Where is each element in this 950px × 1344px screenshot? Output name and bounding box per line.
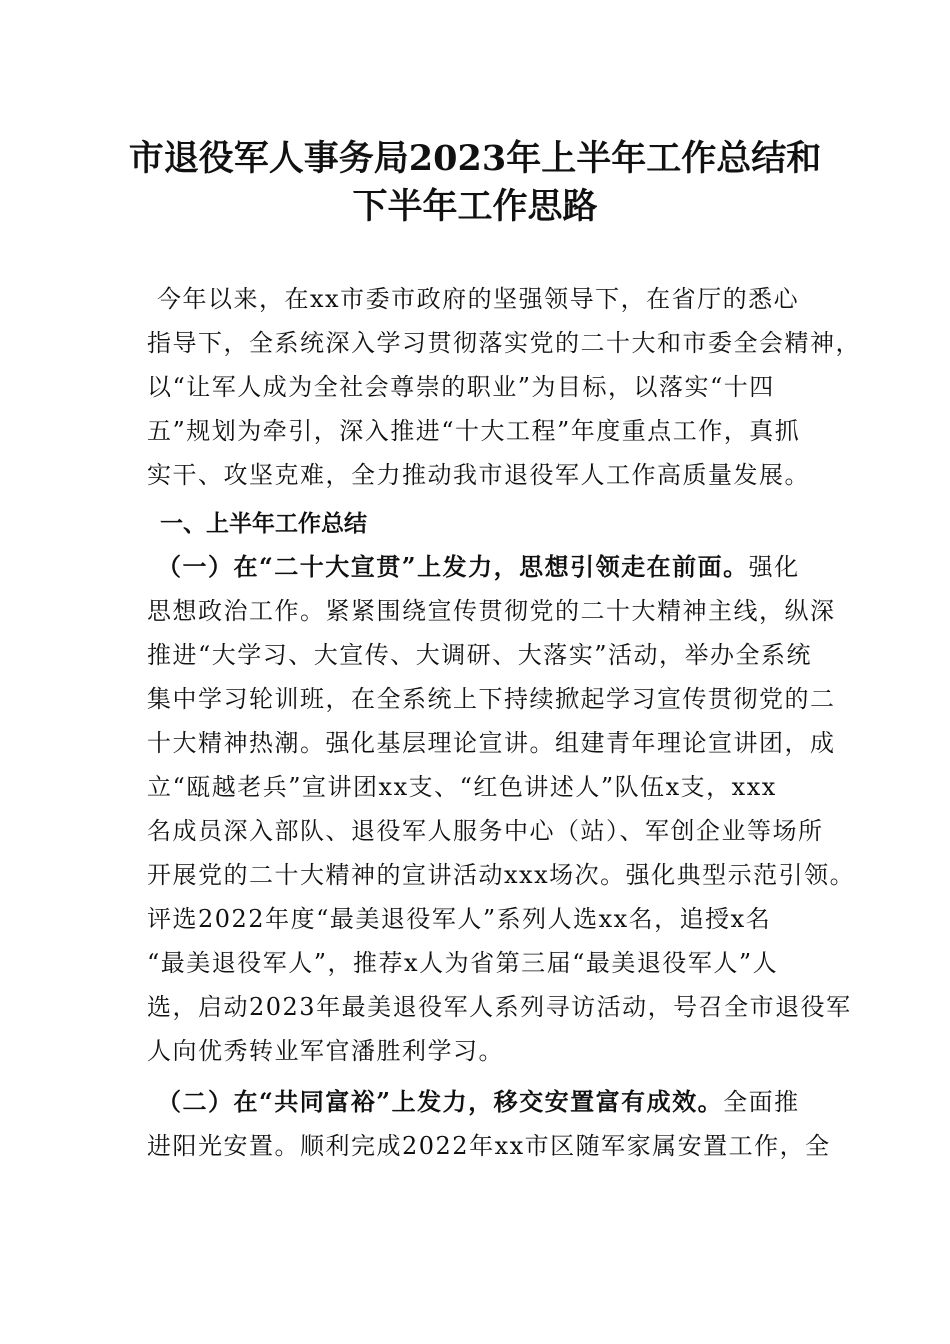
part2-lead-heading: （二）在“共同富裕”上发力，移交安置富有成效。	[157, 1087, 724, 1116]
part2-line: 进阳光安置。顺利完成2022年xx市区随军家属安置工作，全	[147, 1132, 831, 1160]
part1-line: “最美退役军人”，推荐x人为省第三届“最美退役军人”人	[147, 949, 779, 977]
part1-line: 选，启动2023年最美退役军人系列寻访活动，号召全市退役军	[147, 993, 852, 1021]
part1-line: 思想政治工作。紧紧围绕宣传贯彻党的二十大精神主线，纵深	[147, 597, 836, 625]
intro-line: 五”规划为牵引，深入推进“十大工程”年度重点工作，真抓	[147, 417, 801, 445]
part1-line: 人向优秀转业军官潘胜利学习。	[147, 1037, 504, 1065]
intro-line: 以“让军人成为全社会尊崇的职业”为目标，以落实“十四	[147, 373, 775, 401]
part1-line: 立“瓯越老兵”宣讲团xx支、“红色讲述人”队伍x支，xxx	[147, 773, 777, 801]
document-title-line-2: 下半年工作思路	[352, 186, 598, 227]
part1-lead-line	[147, 545, 827, 589]
part1-line: 评选2022年度“最美退役军人”系列人选xx名，追授x名	[147, 905, 772, 933]
part1-lead-heading: （一）在“二十大宣贯”上发力，思想引领走在前面。	[157, 552, 749, 581]
part2-lead-text: 全面推	[723, 1088, 800, 1116]
part1-line: 集中学习轮训班，在全系统上下持续掀起学习宣传贯彻党的二	[147, 685, 836, 713]
part1-line: 开展党的二十大精神的宣讲活动xxx场次。强化典型示范引领。	[147, 861, 856, 889]
part2-paragraph	[147, 1080, 831, 1168]
intro-line: 实干、攻坚克难，全力推动我市退役军人工作高质量发展。	[147, 461, 810, 489]
intro-line: 指导下，全系统深入学习贯彻落实党的二十大和市委全会精神，	[147, 329, 861, 357]
intro-line: 今年以来，在xx市委市政府的坚强领导下，在省厅的悉心	[157, 285, 800, 313]
part1-lead-text: 强化	[748, 553, 800, 581]
part1-paragraph	[147, 545, 856, 1073]
document-title-line-1: 市退役军人事务局2023年上半年工作总结和	[128, 138, 822, 179]
part2-lead-line	[147, 1080, 827, 1124]
part1-line: 十大精神热潮。强化基层理论宣讲。组建青年理论宣讲团，成	[147, 729, 836, 757]
part1-line: 推进“大学习、大宣传、大调研、大落实”活动，举办全系统	[147, 641, 813, 669]
part1-line: 名成员深入部队、退役军人服务中心（站）、军创企业等场所	[147, 817, 824, 845]
intro-paragraph	[147, 277, 861, 497]
section-heading: 一、上半年工作总结	[160, 511, 367, 537]
